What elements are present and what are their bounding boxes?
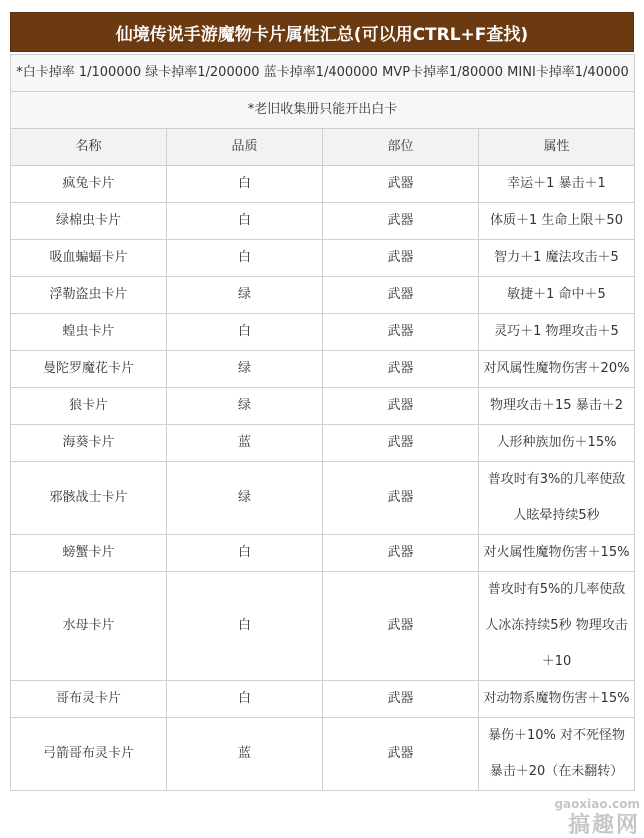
- cell-quality: 蓝: [167, 425, 323, 462]
- header-attr: 属性: [479, 129, 635, 166]
- cell-name: 蝗虫卡片: [11, 314, 167, 351]
- note-row: [11, 92, 635, 129]
- table-row: [11, 462, 635, 535]
- cell-name: 水母卡片: [11, 572, 167, 681]
- cell-attr: 对火属性魔物伤害＋15%: [479, 535, 635, 572]
- table-header: [11, 129, 635, 166]
- table-row: [11, 535, 635, 572]
- cell-name: 弓箭哥布灵卡片: [11, 718, 167, 791]
- cell-slot: 武器: [323, 462, 479, 535]
- watermark-site: gaoxiao.com: [554, 797, 640, 811]
- cell-name: 曼陀罗魔花卡片: [11, 351, 167, 388]
- card-table: [10, 54, 635, 791]
- cell-name: 哥布灵卡片: [11, 681, 167, 718]
- cell-attr: 幸运＋1 暴击＋1: [479, 166, 635, 203]
- table-row: [11, 314, 635, 351]
- table-row: [11, 718, 635, 791]
- cell-name: 海葵卡片: [11, 425, 167, 462]
- cell-slot: 武器: [323, 166, 479, 203]
- cell-slot: 武器: [323, 572, 479, 681]
- cell-quality: 白: [167, 572, 323, 681]
- cell-slot: 武器: [323, 388, 479, 425]
- cell-quality: 白: [167, 240, 323, 277]
- header-name: 名称: [11, 129, 167, 166]
- cell-attr: 对风属性魔物伤害＋20%: [479, 351, 635, 388]
- cell-name: 邪骸战士卡片: [11, 462, 167, 535]
- cell-attr: 灵巧＋1 物理攻击＋5: [479, 314, 635, 351]
- table-row: [11, 166, 635, 203]
- table-row: [11, 240, 635, 277]
- cell-slot: 武器: [323, 351, 479, 388]
- table-row: [11, 388, 635, 425]
- cell-name: 吸血蝙蝠卡片: [11, 240, 167, 277]
- cell-name: 狼卡片: [11, 388, 167, 425]
- cell-name: 螃蟹卡片: [11, 535, 167, 572]
- table-row: [11, 277, 635, 314]
- cell-attr: 敏捷＋1 命中＋5: [479, 277, 635, 314]
- table-row: [11, 572, 635, 681]
- cell-slot: 武器: [323, 277, 479, 314]
- cell-quality: 白: [167, 314, 323, 351]
- cell-attr: 对动物系魔物伤害＋15%: [479, 681, 635, 718]
- cell-slot: 武器: [323, 314, 479, 351]
- cell-quality: 蓝: [167, 718, 323, 791]
- cell-slot: 武器: [323, 535, 479, 572]
- table-row: [11, 203, 635, 240]
- cell-quality: 绿: [167, 388, 323, 425]
- watermark-brand: 搞趣网: [567, 813, 640, 838]
- cell-attr: 暴伤＋10% 对不死怪物暴击＋20（在未翻转）: [479, 718, 635, 791]
- table-row: [11, 681, 635, 718]
- cell-slot: 武器: [323, 203, 479, 240]
- cell-slot: 武器: [323, 240, 479, 277]
- cell-name: 疯兔卡片: [11, 166, 167, 203]
- table-row: [11, 425, 635, 462]
- cell-attr: 物理攻击＋15 暴击＋2: [479, 388, 635, 425]
- cell-quality: 白: [167, 166, 323, 203]
- cell-quality: 绿: [167, 462, 323, 535]
- cell-quality: 白: [167, 681, 323, 718]
- cell-name: 浮勒盗虫卡片: [11, 277, 167, 314]
- note-text: *老旧收集册只能开出白卡: [11, 92, 635, 129]
- table-row: [11, 351, 635, 388]
- drop-rate-text: *白卡掉率 1/100000 绿卡掉率1/200000 蓝卡掉率1/400000 MVP卡掉率1/80000 MINI卡掉率1/40000: [11, 55, 635, 92]
- cell-quality: 绿: [167, 351, 323, 388]
- cell-attr: 普攻时有5%的几率使敌人冰冻持续5秒 物理攻击＋10: [479, 572, 635, 681]
- header-slot: 部位: [323, 129, 479, 166]
- cell-quality: 绿: [167, 277, 323, 314]
- cell-attr: 智力＋1 魔法攻击＋5: [479, 240, 635, 277]
- drop-rate-row: [11, 55, 635, 92]
- cell-quality: 白: [167, 203, 323, 240]
- header-quality: 品质: [167, 129, 323, 166]
- watermark: [554, 793, 640, 837]
- cell-name: 绿棉虫卡片: [11, 203, 167, 240]
- page-title: 仙境传说手游魔物卡片属性汇总(可以用CTRL+F查找): [10, 12, 634, 52]
- cell-attr: 体质＋1 生命上限＋50: [479, 203, 635, 240]
- cell-attr: 人形种族加伤＋15%: [479, 425, 635, 462]
- cell-slot: 武器: [323, 425, 479, 462]
- cell-slot: 武器: [323, 681, 479, 718]
- cell-attr: 普攻时有3%的几率使敌人眩晕持续5秒: [479, 462, 635, 535]
- cell-quality: 白: [167, 535, 323, 572]
- cell-slot: 武器: [323, 718, 479, 791]
